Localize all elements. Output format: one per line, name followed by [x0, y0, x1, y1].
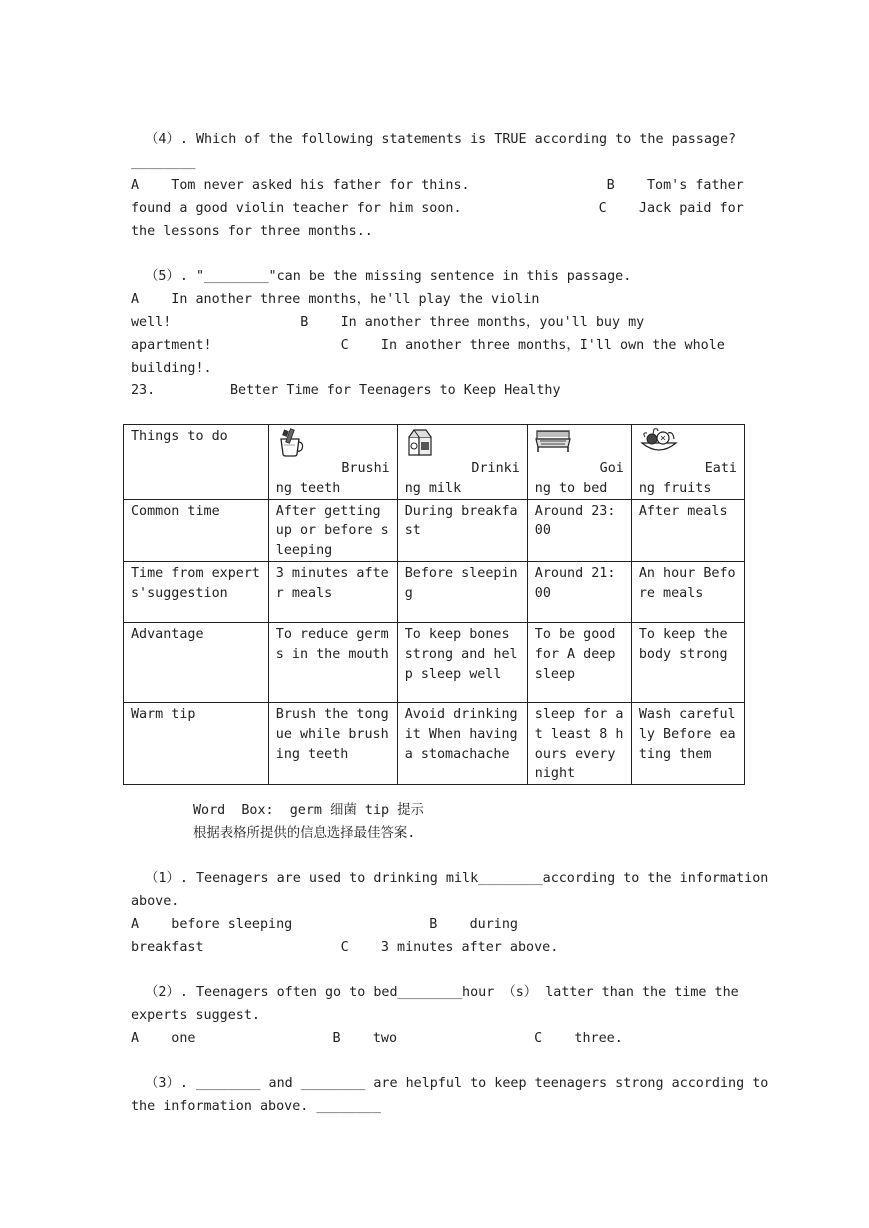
thing-label-fruits-a: Eati	[704, 461, 737, 476]
q4-answer-blank[interactable]: ________	[131, 155, 196, 170]
row-label: Warm tip	[124, 702, 269, 784]
row-label: Time from experts'suggestion	[124, 561, 269, 622]
thing-cell-bed	[527, 425, 631, 500]
table-header-row	[124, 425, 745, 500]
table-cell: An hour Before meals	[631, 561, 744, 622]
thing-cell-milk	[397, 425, 527, 500]
table-cell: To keep the body strong	[631, 622, 744, 702]
table-row	[124, 622, 745, 702]
row-label: Common time	[124, 499, 269, 561]
q1-options-line-2: breakfast C 3 minutes after above.	[131, 940, 559, 955]
q2-options: A one B two C three.	[131, 1031, 623, 1046]
table-cell: After getting up or before sleeping	[268, 499, 397, 561]
section-title: Better Time for Teenagers to Keep Healthy	[230, 383, 561, 398]
table-cell: Around 23: 00	[527, 499, 631, 561]
fruit-bowl-icon	[639, 427, 737, 459]
table-cell: Wash carefully Before eating them	[631, 702, 744, 784]
row-label: Advantage	[124, 622, 269, 702]
word-box: Word Box: germ 细菌 tip 提示	[193, 803, 424, 818]
q1-stem: （1）. Teenagers are used to drinking milk________according to the information	[145, 871, 769, 886]
q1-options-line-1: A before sleeping B during	[131, 917, 518, 932]
bed-icon	[535, 427, 624, 459]
instruction-text: 根据表格所提供的信息选择最佳答案.	[193, 826, 416, 841]
table-cell: After meals	[631, 499, 744, 561]
header-label-cell	[124, 425, 269, 500]
q5-stem: （5）. "________"can be the missing sentence in this passage.	[145, 269, 632, 284]
thing-label-milk-a: Drinki	[471, 461, 520, 476]
thing-cell-fruits	[631, 425, 744, 500]
section-number: 23.	[131, 383, 156, 398]
thing-label-fruits-b: ng fruits	[638, 480, 712, 496]
q4-options-line-1: A Tom never asked his father for thins. B Tom's father	[131, 178, 744, 193]
thing-label-brushing-a: Brushi	[341, 461, 390, 476]
table-cell: Before sleeping	[397, 561, 527, 622]
table-row	[124, 702, 745, 784]
table-cell: Avoid drinking it When having a stomachache	[397, 702, 527, 784]
q4-stem: （4）. Which of the following statements is TRUE according to the passage?	[145, 132, 737, 147]
thing-label-bed-b: ng to bed	[534, 480, 608, 496]
thing-label-milk-b: ng milk	[404, 480, 462, 496]
q3-line-2: the information above. ________	[131, 1099, 381, 1114]
q2-line-2: experts suggest.	[131, 1008, 260, 1023]
table-cell: During breakfast	[397, 499, 527, 561]
table-cell: sleep for at least 8 hours every night	[527, 702, 631, 784]
table-cell: 3 minutes after meals	[268, 561, 397, 622]
q2-stem: （2）. Teenagers often go to bed________hour （s） latter than the time the	[145, 985, 739, 1000]
q5-options-line-3: apartment! C In another three months，I'll own the whole	[131, 338, 725, 353]
thing-cell-brushing	[268, 425, 397, 500]
q4-options-line-3: the lessons for three months..	[131, 224, 373, 239]
table-cell: Brush the tongue while brushing teeth	[268, 702, 397, 784]
q5-options-line-4: building!.	[131, 361, 212, 376]
table-cell: To reduce germs in the mouth	[268, 622, 397, 702]
milk-carton-icon	[405, 427, 520, 459]
q5-options-line-2: well! B In another three months，you'll buy my	[131, 315, 645, 330]
q1-line-2: above.	[131, 894, 180, 909]
table-row	[124, 561, 745, 622]
table-cell: To be good for A deep sleep	[527, 622, 631, 702]
health-schedule-table	[123, 424, 745, 785]
table-cell: Around 21: 00	[527, 561, 631, 622]
thing-label-brushing-b: ng teeth	[275, 480, 341, 496]
thing-label-bed-a: Goi	[599, 461, 624, 476]
toothbrush-cup-icon	[276, 427, 390, 459]
q3-stem: （3）. ________ and ________ are helpful to keep teenagers strong according to	[145, 1076, 769, 1091]
q4-options-line-2: found a good violin teacher for him soon. C Jack paid for	[131, 201, 744, 216]
q5-options-line-1: A In another three months，he'll play the violin	[131, 292, 540, 307]
table-cell: To keep bones strong and help sleep well	[397, 622, 527, 702]
header-label: Things to do	[131, 429, 228, 444]
table-row	[124, 499, 745, 561]
